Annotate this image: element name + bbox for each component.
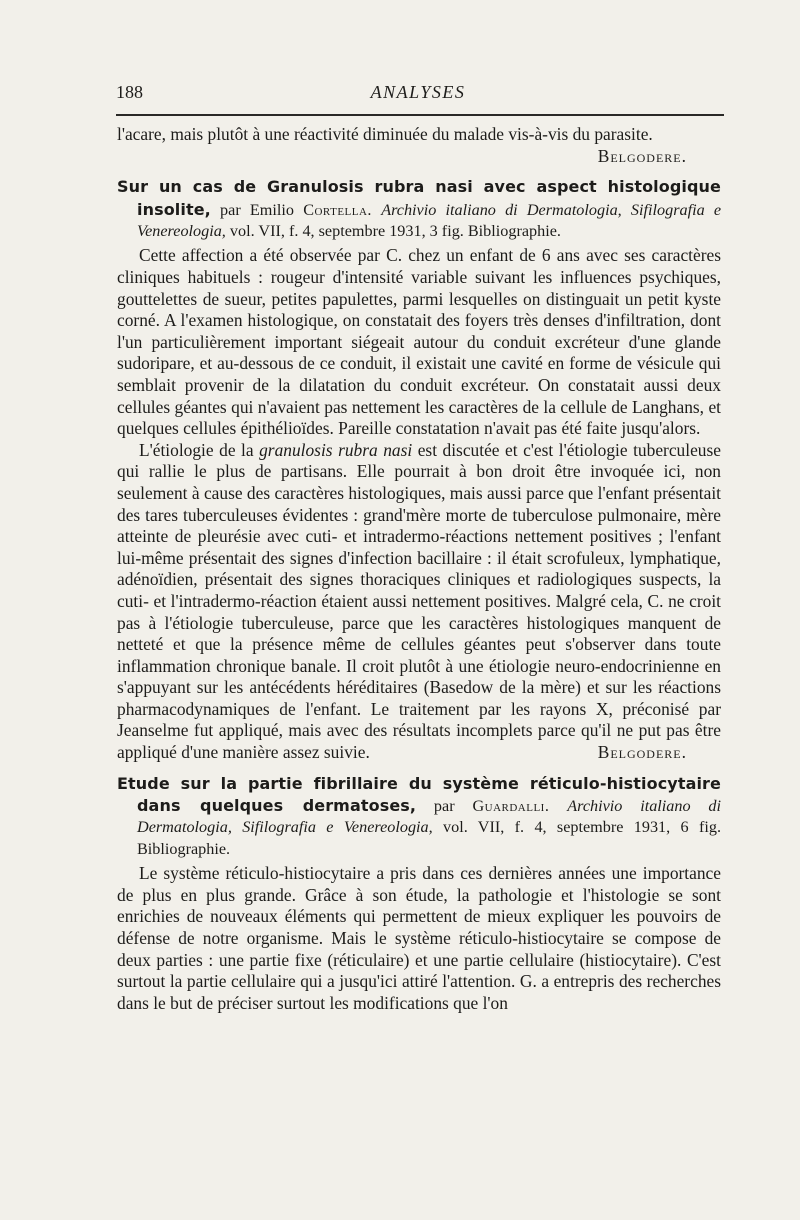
entry-paragraph: Cette affection a été observée par C. chez un enfant de 6 ans avec ses caractères cliniques habituels : rougeur d'intensité variable suivant les influences psychiques, gouttelettes de sueur, petites papulettes, parmi lesquelles on distinguait un petit kyste corné. A l'examen histologique, on constatait des foyers très denses d'infiltration, dont l'un particulièrement important siégeait autour du conduit excréteur d'une glande sudoripare, et au-dessous de ce conduit, il existait une cavité en forme de vésicule qui semblait provenir de la dilatation du conduit excréteur. On constatait aussi deux cellules géantes qui n'avaient pas nettement les caractères de la cellule de Langhans, et quelques cellules épithélioïdes. Pareille constatation n'avait pas été faite jusqu'alors. <box>117 245 721 439</box>
abstract-entry-1 <box>117 176 721 763</box>
entry-citation: vol. VII, f. 4, septembre 1931, 3 fig. Bibliographie. <box>229 222 561 240</box>
abstract-entry-2 <box>117 773 721 1015</box>
running-header <box>116 82 720 106</box>
entry-by: par <box>433 797 455 816</box>
entry-title: Sur un cas de Granulosis rubra nasi avec aspect histologique insolite, <box>117 177 721 219</box>
entry-author: Cortella. <box>303 200 372 219</box>
header-rule <box>116 114 724 116</box>
entry-title: Etude sur la partie fibrillaire du système réticulo-histiocytaire dans quelques dermatoses, <box>117 773 721 816</box>
entry-by: par Emilio <box>220 200 294 219</box>
running-title: ANALYSES <box>370 82 466 102</box>
entry-journal: Archivio italiano di Dermatologia, Sifilografia e Venereologia, <box>137 200 722 240</box>
entry-author: Guardalli. <box>472 797 550 816</box>
entry-heading <box>117 176 721 242</box>
entry-paragraph: Le système réticulo-histiocytaire a pris dans ces dernières années une importance de plus en plus grande. Grâce à son étude, la pathologie et l'histologie se sont enrichies de nouveaux éléments qui permettent de mieux expliquer les pouvoirs de défense de notre organisme. Mais le système réticulo-histiocytaire se compose de deux parties : une partie fixe (réticulaire) et une partie cellulaire (histiocytaire). C'est surtout la partie cellulaire qui a jusqu'ici attiré l'attention. G. a entrepris des recherches dans le but de préciser surtout les modifications que l'on <box>117 863 721 1013</box>
page-number: 188 <box>116 82 143 102</box>
carryover-text: l'acare, mais plutôt à une réactivité diminuée du malade vis-à-vis du parasite. <box>117 124 653 144</box>
paragraph-text: est discutée et c'est l'étiologie tuberculeuse qui rallie le plus de partisans. Elle pourrait à bon droit être invoquée ici, non seulement à cause des caractères histologiques, mais aussi parce que l'enfant présentait des tares tuberculeuses évidentes : grand'mère morte de tuberculose pulmonaire, mère atteinte de pleurésie avec cuti- et intradermo-réactions nettement positives ; l'enfant lui-même présentait des signes d'infection bacillaire : il était scrofuleux, lymphatique, adénoïdien, présentait des signes thoraciques cliniques et radiologiques suspects, la cuti- et l'intradermo-réaction étaient aussi nettement positives. Malgré cela, C. ne croit pas à l'étiologie tuberculeuse, parce que les caractères histologiques manquent de netteté et que la présence même de cellules géantes peut s'observer dans toute inflammation chronique banale. Il croit plutôt à une étiologie neuro-endocrinienne en s'appuyant sur les antécédents héréditaires (Basedow de la mère) et sur les réactions pharmacodynamiques de l'enfant. Le traitement par les rayons X, préconisé par Jeanselme fut appliqué, mais avec des résultats incomplets parce qu'il ne put pas être appliqué d'une manière assez suivie. <box>117 439 721 763</box>
entry-paragraph <box>117 440 721 764</box>
text-body <box>117 124 721 1014</box>
entry-citation: vol. VII, f. 4, septembre 1931, 6 fig. Bibliographie. <box>137 818 721 858</box>
paragraph-text: L'étiologie de la <box>139 439 254 460</box>
entry-journal: Archivio italiano di Dermatologia, Sifilografia e Venereologia, <box>137 797 722 837</box>
reviewer-signature: Belgodere. <box>597 145 687 166</box>
reviewer-signature: Belgodere. <box>597 742 687 763</box>
entry-heading <box>117 773 721 861</box>
disease-name-italic: granulosis rubra nasi <box>259 439 413 460</box>
carryover-paragraph <box>117 124 721 166</box>
